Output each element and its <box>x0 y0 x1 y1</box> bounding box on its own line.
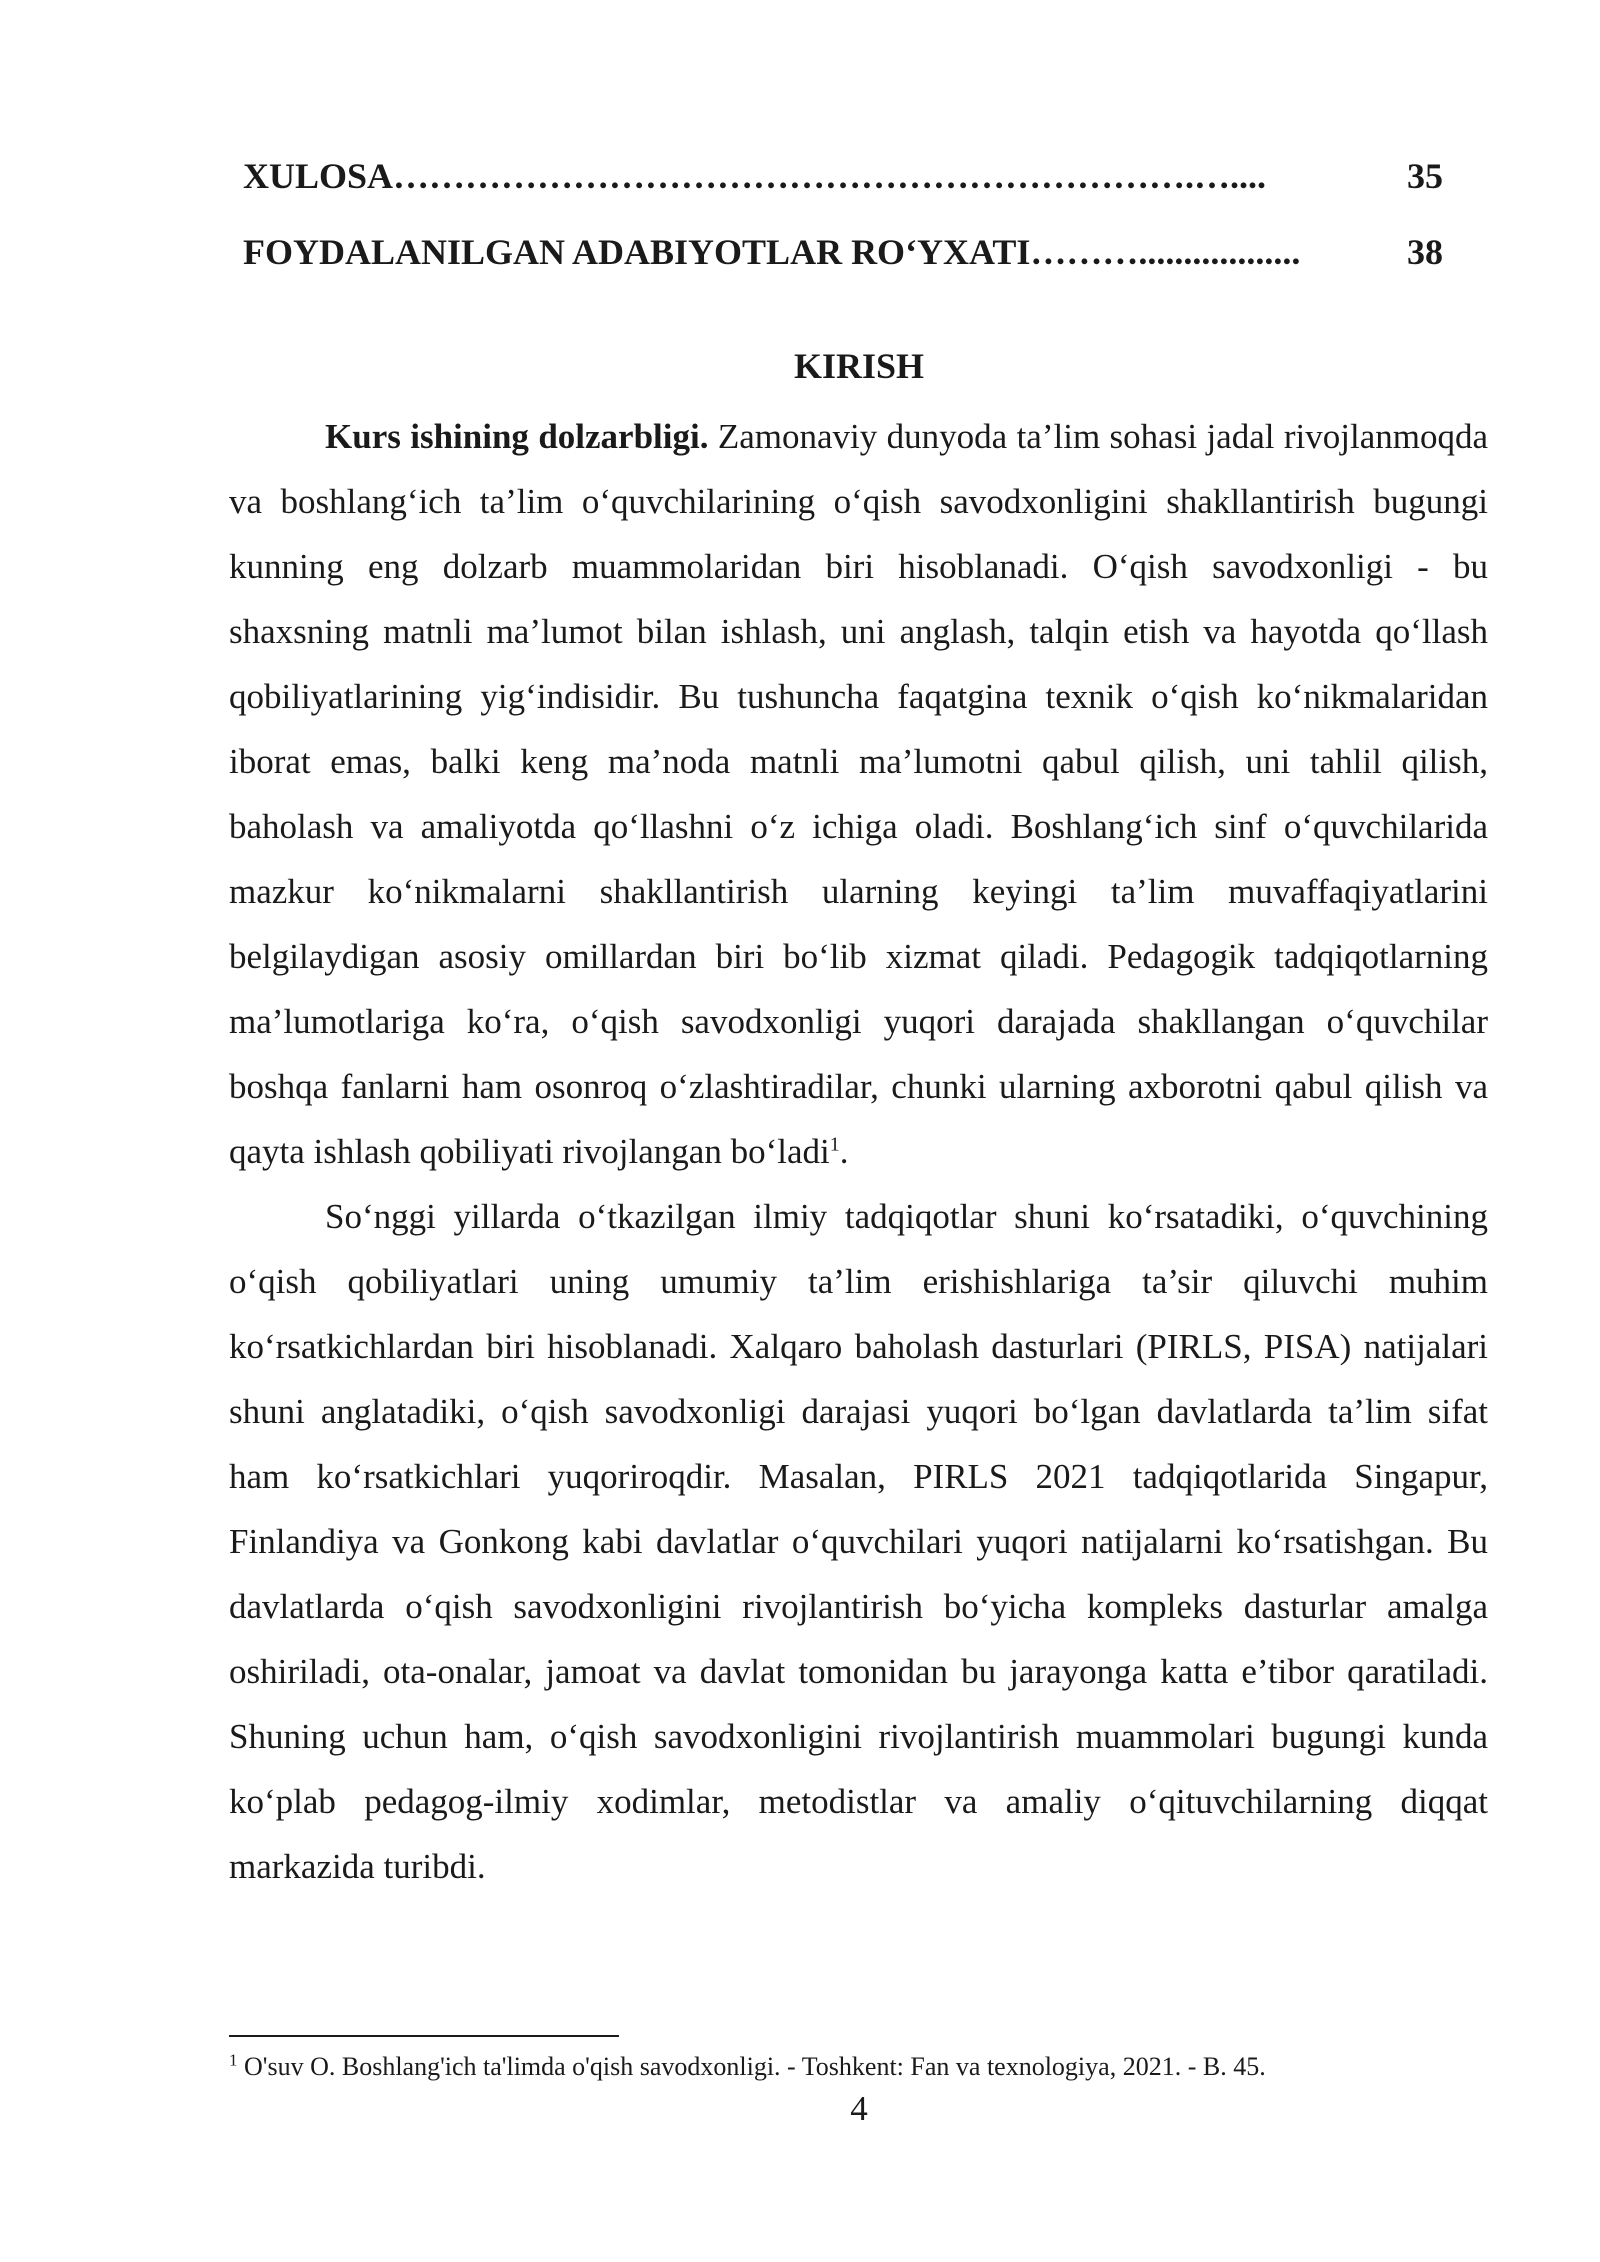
paragraph-end: . <box>839 1132 849 1171</box>
toc-entry-title: XULOSA………………………………………………………….….... <box>243 156 1267 196</box>
table-of-contents <box>243 148 1443 300</box>
paragraph-lead: Kurs ishining dolzarbligi. <box>325 417 709 456</box>
paragraph <box>229 404 1488 1184</box>
footnote-text: O'suv O. Boshlang'ich ta'limda o'qish savodxonligi. - Toshkent: Fan va texnologiya, 2021. - B. 45. <box>237 2052 1266 2081</box>
toc-entry-page-number: 38 <box>1407 232 1443 272</box>
toc-entry-bibliography <box>243 224 1443 300</box>
footnote <box>229 2047 1489 2087</box>
footnote-separator <box>229 2035 619 2037</box>
paragraph-text: Zamonaviy dunyoda ta’lim sohasi jadal rivojlanmoqda va boshlang‘ich ta’lim o‘quvchilarining o‘qish savodxonligini shakllantirish bugungi kunning eng dolzarb muammolaridan biri hisoblanadi. O‘qish savodxonligi - bu shaxsning matnli ma’lumot bilan ishlash, uni anglash, talqin etish va hayotda qo‘llash qobiliyatlarining yig‘indisidir. Bu tushuncha faqatgina texnik o‘qish ko‘nikmalaridan iborat emas, balki keng ma’noda matnli ma’lumotni qabul qilish, uni tahlil qilish, baholash va amaliyotda qo‘llashni o‘z ichiga oladi. Boshlang‘ich sinf o‘quvchilarida mazkur ko‘nikmalarni shakllantirish ularning keyingi ta’lim muvaffaqiyatlarini belgilaydigan asosiy omillardan biri bo‘lib xizmat qiladi. Pedagogik tadqiqotlarning ma’lumotlariga ko‘ra, o‘qish savodxonligi yuqori darajada shakllangan o‘quvchilar boshqa fanlarni ham osonroq o‘zlashtiradilar, chunki ularning axborotni qabul qilish va qayta ishlash qobiliyati rivojlangan bo‘ladi <box>229 417 1488 1171</box>
footnote-number: 1 <box>229 2050 238 2070</box>
toc-entry-title: FOYDALANILGAN ADABIYOTLAR RO‘YXATI……….................. <box>243 232 1301 272</box>
toc-entry-page-number: 35 <box>1407 156 1443 196</box>
body-text <box>229 404 1488 1899</box>
paragraph: So‘nggi yillarda o‘tkazilgan ilmiy tadqiqotlar shuni ko‘rsatadiki, o‘quvchining o‘qish qobiliyatlari uning umumiy ta’lim erishishlariga ta’sir qiluvchi muhim ko‘rsatkichlardan biri hisoblanadi. Xalqaro baholash dasturlari (PIRLS, PISA) natijalari shuni anglatadiki, o‘qish savodxonligi darajasi yuqori bo‘lgan davlatlarda ta’lim sifat ham ko‘rsatkichlari yuqoriroqdir. Masalan, PIRLS 2021 tadqiqotlarida Singapur, Finlandiya va Gonkong kabi davlatlar o‘quvchilari yuqori natijalarni ko‘rsatishgan. Bu davlatlarda o‘qish savodxonligini rivojlantirish bo‘yicha kompleks dasturlar amalga oshiriladi, ota-onalar, jamoat va davlat tomonidan bu jarayonga katta e’tibor qaratiladi. Shuning uchun ham, o‘qish savodxonligini rivojlantirish muammolari bugungi kunda ko‘plab pedagog-ilmiy xodimlar, metodistlar va amaliy o‘qituvchilarning diqqat markazida turibdi. <box>229 1197 1488 1886</box>
page-number: 4 <box>850 2089 868 2128</box>
section-heading: KIRISH <box>793 346 925 386</box>
toc-entry-xulosa <box>243 148 1443 224</box>
footnote-reference: 1 <box>829 1133 840 1156</box>
